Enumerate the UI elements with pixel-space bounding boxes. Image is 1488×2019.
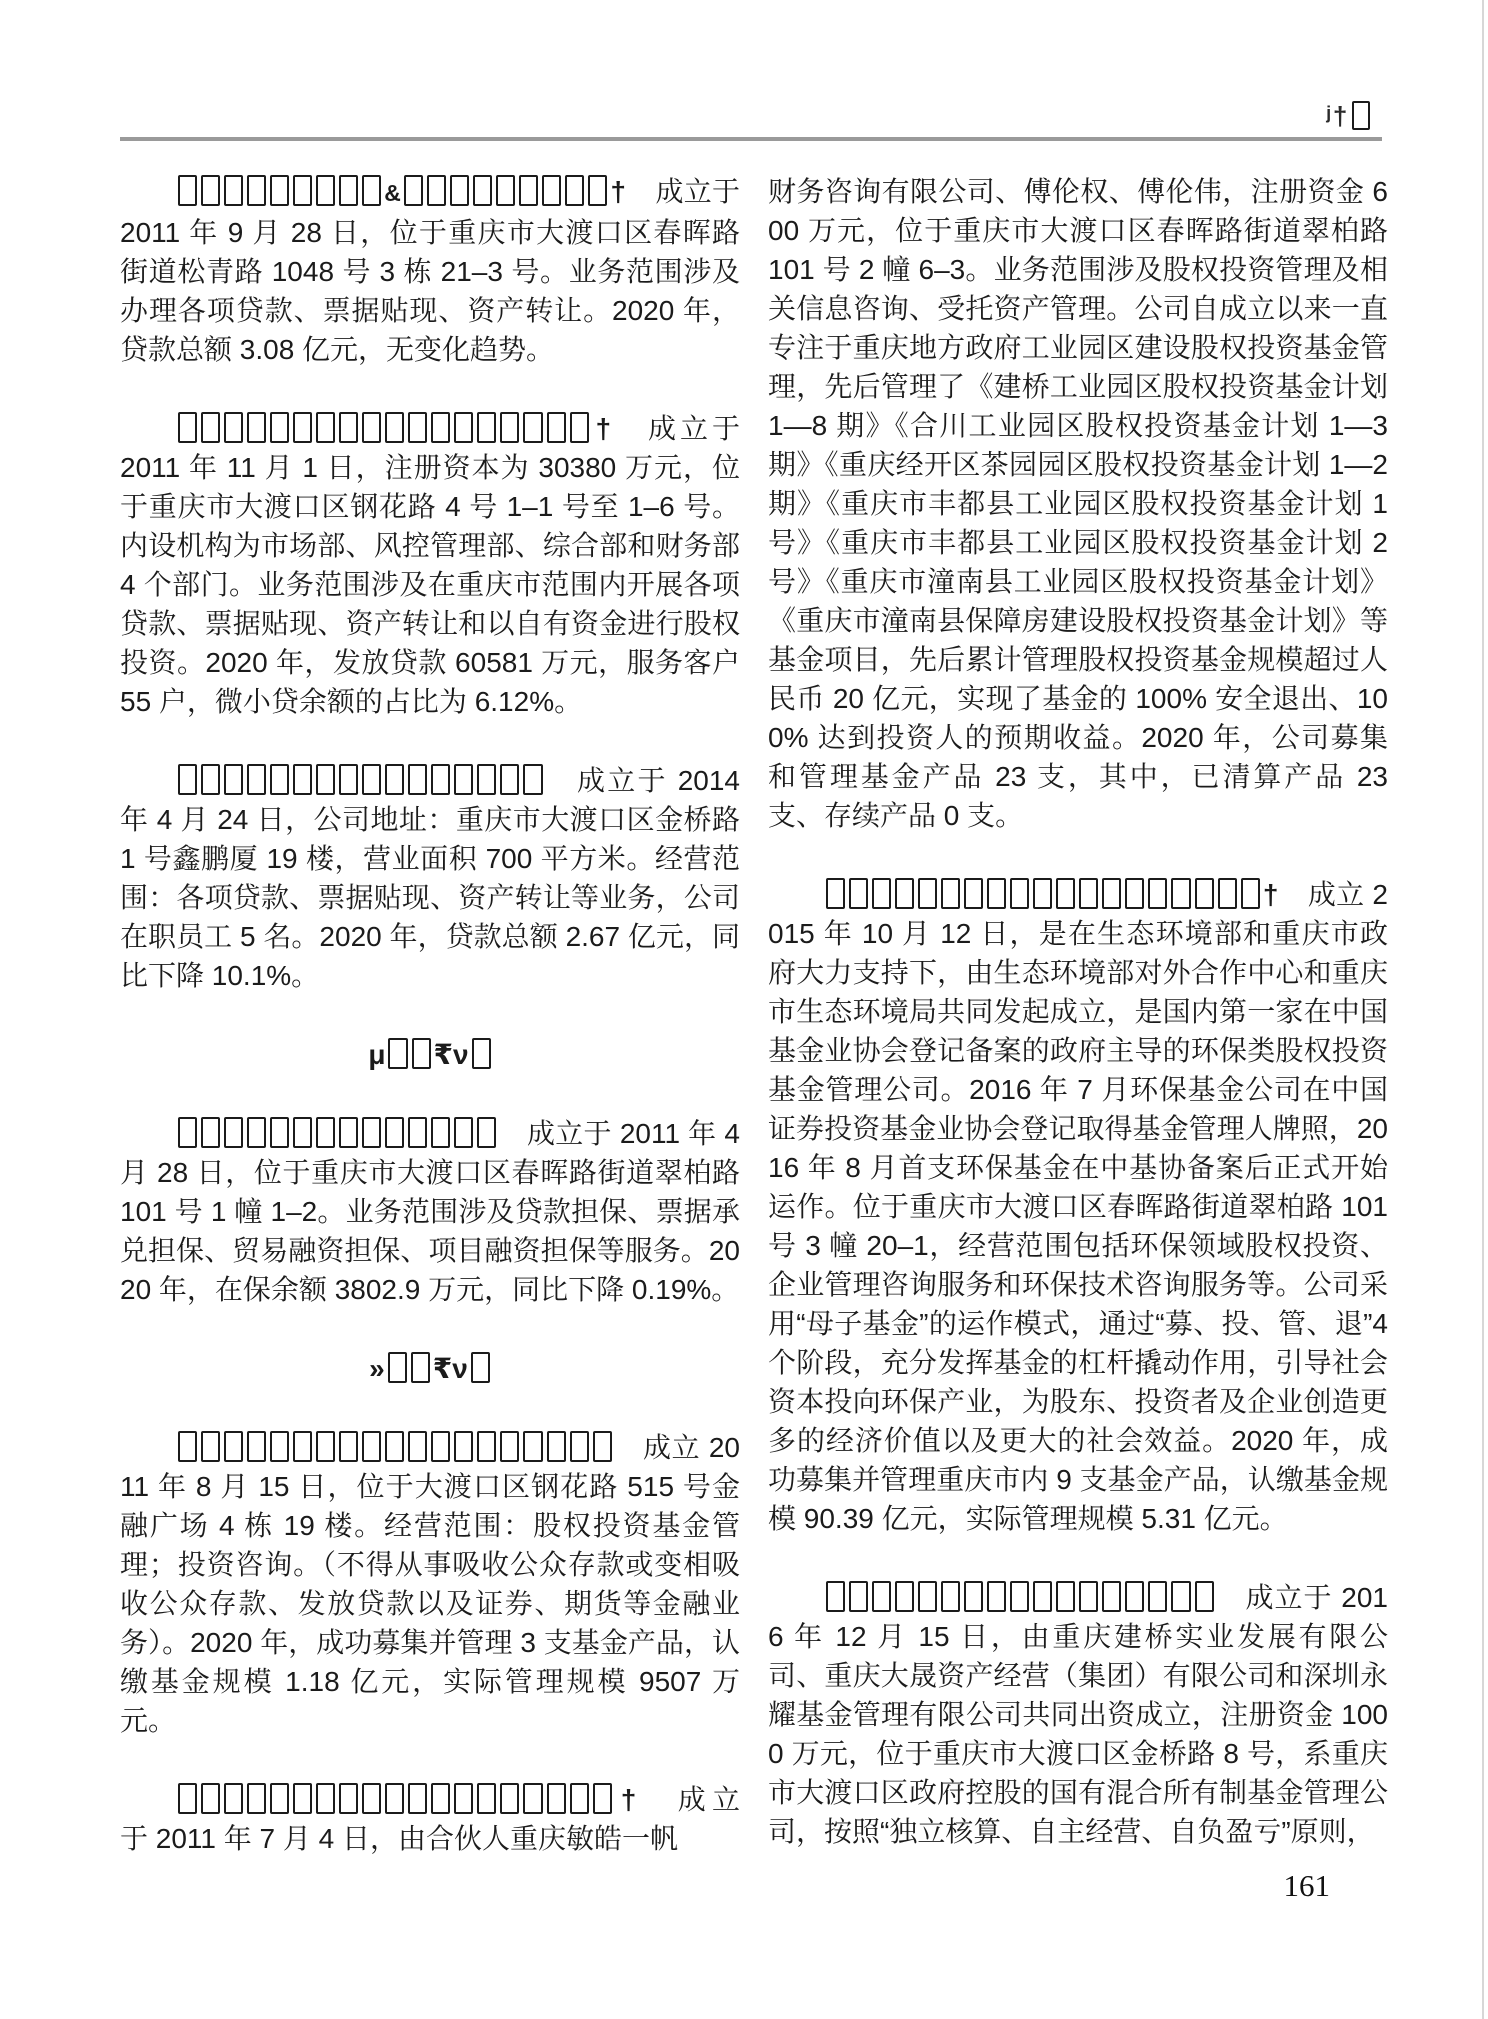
missing-glyph-box (918, 1581, 937, 1612)
missing-glyph-box (316, 1117, 335, 1148)
missing-glyph-box (964, 878, 983, 909)
missing-glyph-box (316, 764, 335, 795)
missing-glyph-box (339, 412, 358, 443)
missing-glyph-box (454, 412, 473, 443)
company-name-garbled (176, 765, 545, 796)
missing-glyph-box (270, 175, 289, 206)
missing-glyph-box (523, 1783, 542, 1814)
missing-glyph-box (408, 764, 427, 795)
missing-glyph-box (362, 412, 381, 443)
missing-glyph-box (1148, 1581, 1167, 1612)
missing-glyph-box (1102, 1581, 1121, 1612)
missing-glyph-box (547, 1783, 566, 1814)
section-body-text: 成立于 2011 年 11 月 1 日，注册资本为 30380 万元，位于重庆市大渡口区钢花路 4 号 1–1 号至 1–6 号。内设机构为市场部、风控管理部、综合部和财务部 4 个部门。业务范围涉及在重庆市范围内开展各项贷款、票据贴现、资产转让和以自有资金进行股权投资。2020 年，发放贷款 60581 万元，服务客户 55 户，微小贷余额的占比为 6.12%。 (120, 413, 740, 717)
missing-glyph-box (178, 1431, 197, 1462)
missing-glyph-box (404, 175, 423, 206)
missing-glyph-box (547, 412, 566, 443)
missing-glyph-box (178, 175, 197, 206)
section-body-text: 成立 2011 年 8 月 15 日，位于大渡口区钢花路 515 号金融广场 4 栋 19 楼。经营范围：股权投资基金管理；投资咨询。（不得从事吸收公众存款或变相吸收公众存款、发放贷款以及证券、期货等金融业务）。2020 年，成功募集并管理 3 支基金产品，认缴基金规模 1.18 亿元，实际管理规模 9507 万元。 (120, 1432, 740, 1736)
missing-glyph-box (1195, 878, 1214, 909)
missing-glyph-box (565, 175, 584, 206)
missing-glyph-box (941, 1581, 960, 1612)
section-body-text: 财务咨询有限公司、傅伦权、傅伦伟，注册资金 600 万元，位于重庆市大渡口区春晖路街道翠柏路 101 号 2 幢 6–3。业务范围涉及股权投资管理及相关信息咨询、受托资产管理。公司自成立以来一直专注于重庆地方政府工业园区建设股权投资基金管理，先后管理了《建桥工业园区股权投资基金计划 1—8 期》《合川工业园区股权投资基金计划 1—3 期》《重庆经开区茶园园区股权投资基金计划 1—2 期》《重庆市丰都县工业园区股权投资基金计划 1 号》《重庆市丰都县工业园区股权投资基金计划 2 号》《重庆市潼南县工业园区股权投资基金计划》《重庆市潼南县保障房建设股权投资基金计划》等基金项目，先后累计管理股权投资基金规模超过人民币 20 亿元，实现了基金的 100% 安全退出、100% 达到投资人的预期收益。2020 年，公司募集和管理基金产品 23 支，其中，已清算产品 23 支、存续产品 0 支。 (768, 176, 1388, 831)
garbled-glyph: ₹ν (433, 1039, 469, 1070)
company-name-garbled (176, 1784, 644, 1815)
missing-glyph-box (247, 175, 266, 206)
section-body-text: 成立 2015 年 10 月 12 日，是在生态环境部和重庆市政府大力支持下，由生态环境部对外合作中心和重庆市生态环境局共同发起成立，是国内第一家在中国基金业协会登记备案的政府主导的环保类股权投资基金管理公司。2016 年 7 月环保基金公司在中国证券投资基金业协会登记取得基金管理人牌照，2016 年 8 月首支环保基金在中基协备案后正式开始运作。位于重庆市大渡口区春晖路街道翠柏路 101 号 3 幢 20–1，经营范围包括环保领域股权投资、企业管理咨询服务和环保技术咨询服务等。公司采用“母子基金”的运作模式，通过“募、投、管、退”4 个阶段，充分发挥基金的杠杆撬动作用，引导社会资本投向环保产业，为股东、投资者及企业创造更多的经济价值以及更大的社会效益。2020 年，成功募集并管理重庆市内 9 支基金产品，认缴基金规模 90.39 亿元，实际管理规模 5.31 亿元。 (768, 879, 1388, 1534)
missing-glyph-box (523, 1431, 542, 1462)
missing-glyph-box (1079, 878, 1098, 909)
missing-glyph-box (477, 764, 496, 795)
missing-glyph-box (1102, 878, 1121, 909)
missing-glyph-box (431, 1783, 450, 1814)
missing-glyph-box (224, 1117, 243, 1148)
missing-glyph-box (431, 764, 450, 795)
company-section-paragraph (120, 1780, 740, 1858)
missing-glyph-box (593, 1783, 612, 1814)
missing-glyph-box (178, 1117, 197, 1148)
missing-glyph-box (408, 1431, 427, 1462)
missing-glyph-box (339, 1783, 358, 1814)
missing-glyph-box (316, 175, 335, 206)
missing-glyph-box (1241, 878, 1260, 909)
company-name-garbled (824, 879, 1280, 910)
missing-glyph-box (270, 1117, 289, 1148)
continuation-paragraph (768, 172, 1388, 835)
missing-glyph-box (201, 1117, 220, 1148)
section-body-text: 成立于 2011 年 7 月 4 日，由合伙人重庆敏皓一帆 (120, 1784, 740, 1854)
section-body-text: 成立于 2011 年 4 月 28 日，位于重庆市大渡口区春晖路街道翠柏路 101 号 1 幢 1–2。业务范围涉及贷款担保、票据承兑担保、贸易融资担保、项目融资担保等服务。2020 年，在保余额 3802.9 万元，同比下降 0.19%。 (120, 1118, 740, 1305)
missing-glyph-box (849, 1581, 868, 1612)
missing-glyph-box (477, 1783, 496, 1814)
company-section-paragraph (120, 409, 740, 721)
missing-glyph-box (270, 412, 289, 443)
missing-glyph-box (1056, 878, 1075, 909)
missing-glyph-box (593, 1431, 612, 1462)
missing-glyph-box (339, 1431, 358, 1462)
missing-glyph-box (247, 1117, 266, 1148)
missing-glyph-box (964, 1581, 983, 1612)
section-body-text: 成立于 2014 年 4 月 24 日，公司地址：重庆市大渡口区金桥路 1 号鑫鹏厦 19 楼，营业面积 700 平方米。经营范围：各项贷款、票据贴现、资产转让等业务，公司在职员工 5 名。2020 年，贷款总额 2.67 亿元，同比下降 10.1%。 (120, 765, 740, 991)
missing-glyph-box (1010, 878, 1029, 909)
missing-glyph-box (1079, 1581, 1098, 1612)
garbled-glyph: μ (368, 1039, 386, 1070)
missing-glyph-box (339, 764, 358, 795)
header-rule (120, 137, 1382, 141)
missing-glyph-box (385, 1117, 404, 1148)
company-section-paragraph (120, 172, 740, 369)
missing-glyph-box (247, 1431, 266, 1462)
missing-glyph-box (385, 764, 404, 795)
category-divider-heading (120, 1349, 740, 1388)
section-body-text: 成立于 2011 年 9 月 28 日，位于重庆市大渡口区春晖路街道松青路 1048 号 3 栋 21–3 号。业务范围涉及办理各项贷款、票据贴现、资产转让。2020 年，贷款总额 3.08 亿元，无变化趋势。 (120, 176, 740, 365)
missing-glyph-box (316, 1783, 335, 1814)
company-section-paragraph (768, 1578, 1388, 1851)
missing-glyph-box (224, 175, 243, 206)
missing-glyph-box (388, 1038, 407, 1069)
missing-glyph-box (339, 175, 358, 206)
company-name-garbled (176, 413, 616, 444)
missing-glyph-box (201, 764, 220, 795)
missing-glyph-box (826, 1581, 845, 1612)
missing-glyph-box (201, 412, 220, 443)
missing-glyph-box (270, 764, 289, 795)
missing-glyph-box (178, 1783, 197, 1814)
missing-glyph-box (826, 878, 845, 909)
missing-glyph-box (201, 175, 220, 206)
missing-glyph-box (408, 1783, 427, 1814)
missing-glyph-box (293, 1117, 312, 1148)
missing-glyph-box (270, 1431, 289, 1462)
missing-glyph-box (987, 1581, 1006, 1612)
missing-glyph-box (362, 1431, 381, 1462)
missing-glyph-box (362, 764, 381, 795)
garbled-glyph: ₹ν (432, 1353, 468, 1384)
missing-glyph-box (362, 1783, 381, 1814)
company-name-garbled (176, 1432, 614, 1463)
missing-glyph-box (385, 1783, 404, 1814)
missing-glyph-box (849, 878, 868, 909)
missing-glyph-box (473, 175, 492, 206)
header-garbled-text (1325, 96, 1372, 136)
missing-glyph-box (224, 1431, 243, 1462)
missing-glyph-box (224, 764, 243, 795)
missing-glyph-box (178, 412, 197, 443)
missing-glyph-box (918, 878, 937, 909)
missing-glyph-box (247, 1783, 266, 1814)
missing-glyph-box (1125, 1581, 1144, 1612)
missing-glyph-box (385, 412, 404, 443)
left-text-column (120, 172, 740, 1858)
missing-glyph-box (523, 764, 542, 795)
missing-glyph-box (895, 878, 914, 909)
missing-glyph-box (1171, 878, 1190, 909)
missing-glyph-box (408, 1117, 427, 1148)
missing-glyph-box (895, 1581, 914, 1612)
company-name-garbled (176, 1118, 498, 1149)
missing-glyph-box (570, 1783, 589, 1814)
missing-glyph-box (408, 412, 427, 443)
missing-glyph-box (500, 1783, 519, 1814)
missing-glyph-box (450, 175, 469, 206)
missing-glyph-box (523, 412, 542, 443)
missing-glyph-box (454, 1117, 473, 1148)
missing-glyph-box (362, 175, 381, 206)
missing-glyph-box (431, 1431, 450, 1462)
missing-glyph-box (224, 1783, 243, 1814)
right-text-column (768, 172, 1388, 1851)
missing-glyph-box (293, 1783, 312, 1814)
missing-glyph-box (316, 1431, 335, 1462)
missing-glyph-box (431, 1117, 450, 1148)
garbled-glyph: † (614, 1784, 643, 1815)
garbled-glyph: † (1262, 879, 1279, 910)
missing-glyph-box (1195, 1581, 1214, 1612)
missing-glyph-box (1171, 1581, 1190, 1612)
garbled-glyph: & (384, 180, 401, 206)
missing-glyph-box (454, 1431, 473, 1462)
missing-glyph-box (293, 412, 312, 443)
missing-glyph-box (293, 1431, 312, 1462)
garbled-glyph: † (610, 176, 627, 207)
section-body-text: 成立于 2016 年 12 月 15 日，由重庆建桥实业发展有限公司、重庆大晟资产经营（集团）有限公司和深圳永耀基金管理有限公司共同出资成立，注册资金 1000 万元，位于重庆市大渡口区金桥路 8 号，系重庆市大渡口区政府控股的国有混合所有制基金管理公司，按照“独立核算、自主经营、自负盈亏”原则， (768, 1582, 1388, 1847)
garbled-glyph: » (369, 1353, 385, 1384)
missing-glyph-box (471, 1352, 490, 1383)
missing-glyph-box (385, 1431, 404, 1462)
missing-glyph-box (500, 764, 519, 795)
garbled-glyph: † (591, 413, 616, 444)
category-divider-heading (120, 1035, 740, 1074)
missing-glyph-box (431, 412, 450, 443)
missing-glyph-box (412, 1038, 431, 1069)
missing-glyph-box (547, 1431, 566, 1462)
missing-glyph-box (1010, 1581, 1029, 1612)
missing-glyph-box (224, 412, 243, 443)
missing-glyph-box (247, 412, 266, 443)
missing-glyph-box (427, 175, 446, 206)
company-section-paragraph (768, 875, 1388, 1538)
missing-glyph-box (362, 1117, 381, 1148)
missing-glyph-box (500, 1431, 519, 1462)
missing-glyph-box (1033, 878, 1052, 909)
missing-glyph-box (316, 412, 335, 443)
missing-glyph-box (872, 1581, 891, 1612)
missing-glyph-box (293, 175, 312, 206)
missing-glyph-box (454, 764, 473, 795)
missing-glyph-box (472, 1038, 491, 1069)
missing-glyph-box (201, 1783, 220, 1814)
missing-glyph-box (270, 1783, 289, 1814)
company-name-garbled (824, 1582, 1216, 1613)
missing-glyph-box (1033, 1581, 1052, 1612)
page-edge-line (1482, 0, 1484, 2019)
missing-glyph-box (987, 878, 1006, 909)
missing-glyph-box (500, 412, 519, 443)
missing-glyph-box (570, 412, 589, 443)
missing-glyph-box (293, 764, 312, 795)
missing-glyph-box (941, 878, 960, 909)
missing-glyph-box (1352, 101, 1370, 130)
page-number: 161 (1283, 1868, 1330, 1903)
missing-glyph-box (570, 1431, 589, 1462)
missing-glyph-box (388, 1352, 407, 1383)
missing-glyph-box (477, 412, 496, 443)
missing-glyph-box (1148, 878, 1167, 909)
missing-glyph-box (872, 878, 891, 909)
missing-glyph-box (339, 1117, 358, 1148)
missing-glyph-box (519, 175, 538, 206)
company-section-paragraph (120, 761, 740, 995)
missing-glyph-box (477, 1431, 496, 1462)
garbled-glyph: ʲ† (1325, 101, 1350, 131)
missing-glyph-box (178, 764, 197, 795)
company-name-garbled (176, 176, 627, 207)
missing-glyph-box (411, 1352, 430, 1383)
missing-glyph-box (1125, 878, 1144, 909)
missing-glyph-box (201, 1431, 220, 1462)
missing-glyph-box (247, 764, 266, 795)
company-section-paragraph (120, 1428, 740, 1740)
company-section-paragraph (120, 1114, 740, 1309)
missing-glyph-box (1218, 878, 1237, 909)
missing-glyph-box (542, 175, 561, 206)
missing-glyph-box (477, 1117, 496, 1148)
missing-glyph-box (454, 1783, 473, 1814)
missing-glyph-box (496, 175, 515, 206)
missing-glyph-box (588, 175, 607, 206)
missing-glyph-box (1056, 1581, 1075, 1612)
